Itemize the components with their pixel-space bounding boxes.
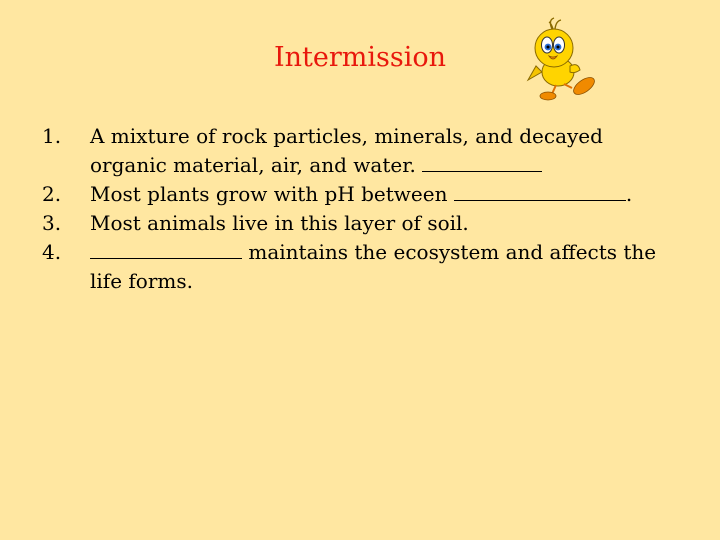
question-text: Most animals live in this layer of soil. bbox=[90, 211, 469, 235]
question-item-3 bbox=[42, 209, 682, 238]
question-item-1 bbox=[42, 122, 682, 180]
question-text: maintains the ecosystem and affects the life forms. bbox=[90, 240, 657, 293]
question-text-end: . bbox=[625, 182, 633, 206]
answer-blank bbox=[454, 182, 626, 201]
slide-title: Intermission bbox=[273, 42, 447, 73]
question-list bbox=[42, 122, 682, 296]
item-number: 4. bbox=[42, 240, 62, 264]
item-number: 2. bbox=[42, 182, 62, 206]
tweety-bird-icon bbox=[518, 14, 608, 104]
question-text: Most plants grow with pH between bbox=[90, 182, 448, 206]
item-number: 1. bbox=[42, 124, 62, 148]
question-item-4 bbox=[42, 238, 682, 296]
question-text: A mixture of rock particles, minerals, and decayed organic material, air, and water. bbox=[90, 124, 603, 177]
question-item-2 bbox=[42, 180, 682, 209]
item-number: 3. bbox=[42, 211, 62, 235]
answer-blank bbox=[422, 153, 542, 172]
answer-blank bbox=[90, 240, 242, 259]
